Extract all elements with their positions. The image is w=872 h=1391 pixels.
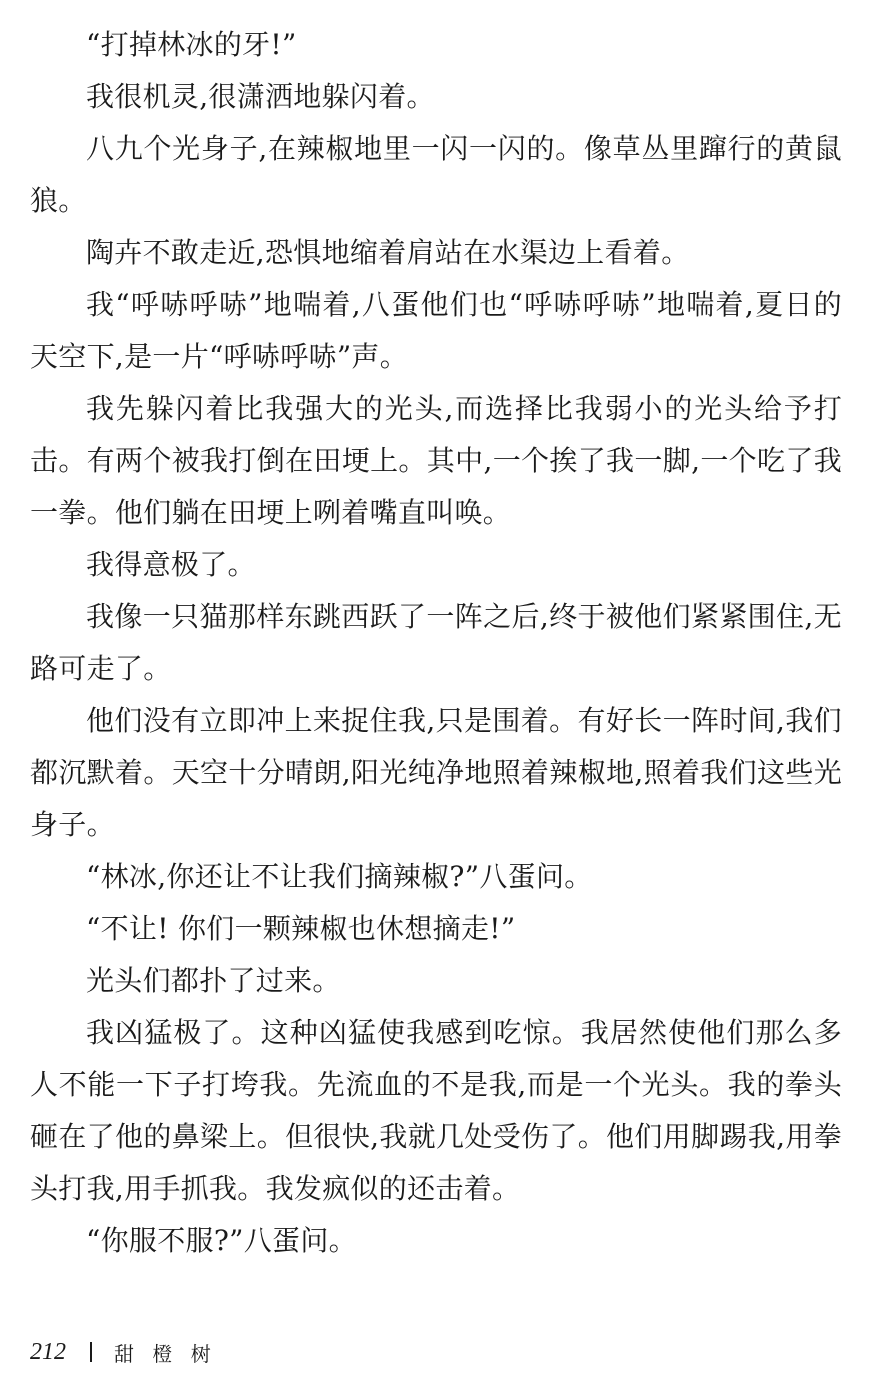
footer-divider [90, 1342, 92, 1362]
paragraph: “林冰,你还让不让我们摘辣椒?”八蛋问。 [86, 860, 593, 893]
paragraph: “打掉林冰的牙!” [86, 28, 297, 61]
paragraph: 我先躲闪着比我强大的光头,而选择比我弱小的光头给予打击。有两个被我打倒在田埂上。其中,一个挨了我一脚,一个吃了我一拳。他们躺在田埂上咧着嘴直叫唤。 [30, 392, 842, 529]
paragraph: 我像一只猫那样东跳西跃了一阵之后,终于被他们紧紧围住,无路可走了。 [30, 600, 842, 685]
page-footer [30, 1332, 217, 1372]
paragraph: 光头们都扑了过来。 [86, 964, 341, 997]
paragraph: 八九个光身子,在辣椒地里一闪一闪的。像草丛里蹿行的黄鼠狼。 [30, 132, 842, 217]
paragraph: “不让! 你们一颗辣椒也休想摘走!” [86, 912, 516, 945]
page-number: 212 [30, 1338, 66, 1365]
paragraph: 他们没有立即冲上来捉住我,只是围着。有好长一阵时间,我们都沉默着。天空十分晴朗,阳光纯净地照着辣椒地,照着我们这些光身子。 [30, 704, 842, 841]
paragraph: 我“呼哧呼哧”地喘着,八蛋他们也“呼哧呼哧”地喘着,夏日的天空下,是一片“呼哧呼哧”声。 [30, 288, 842, 373]
text-body [30, 19, 842, 1267]
paragraph: 我很机灵,很潇洒地躲闪着。 [86, 80, 435, 113]
paragraph: 我得意极了。 [86, 548, 256, 581]
paragraph: “你服不服?”八蛋问。 [86, 1224, 357, 1257]
paragraph: 陶卉不敢走近,恐惧地缩着肩站在水渠边上看着。 [86, 236, 690, 269]
book-title: 甜 橙 树 [114, 1341, 217, 1366]
paragraph: 我凶猛极了。这种凶猛使我感到吃惊。我居然使他们那么多人不能一下子打垮我。先流血的不是我,而是一个光头。我的拳头砸在了他的鼻梁上。但很快,我就几处受伤了。他们用脚踢我,用拳头打我,用手抓我。我发疯似的还击着。 [30, 1016, 842, 1205]
